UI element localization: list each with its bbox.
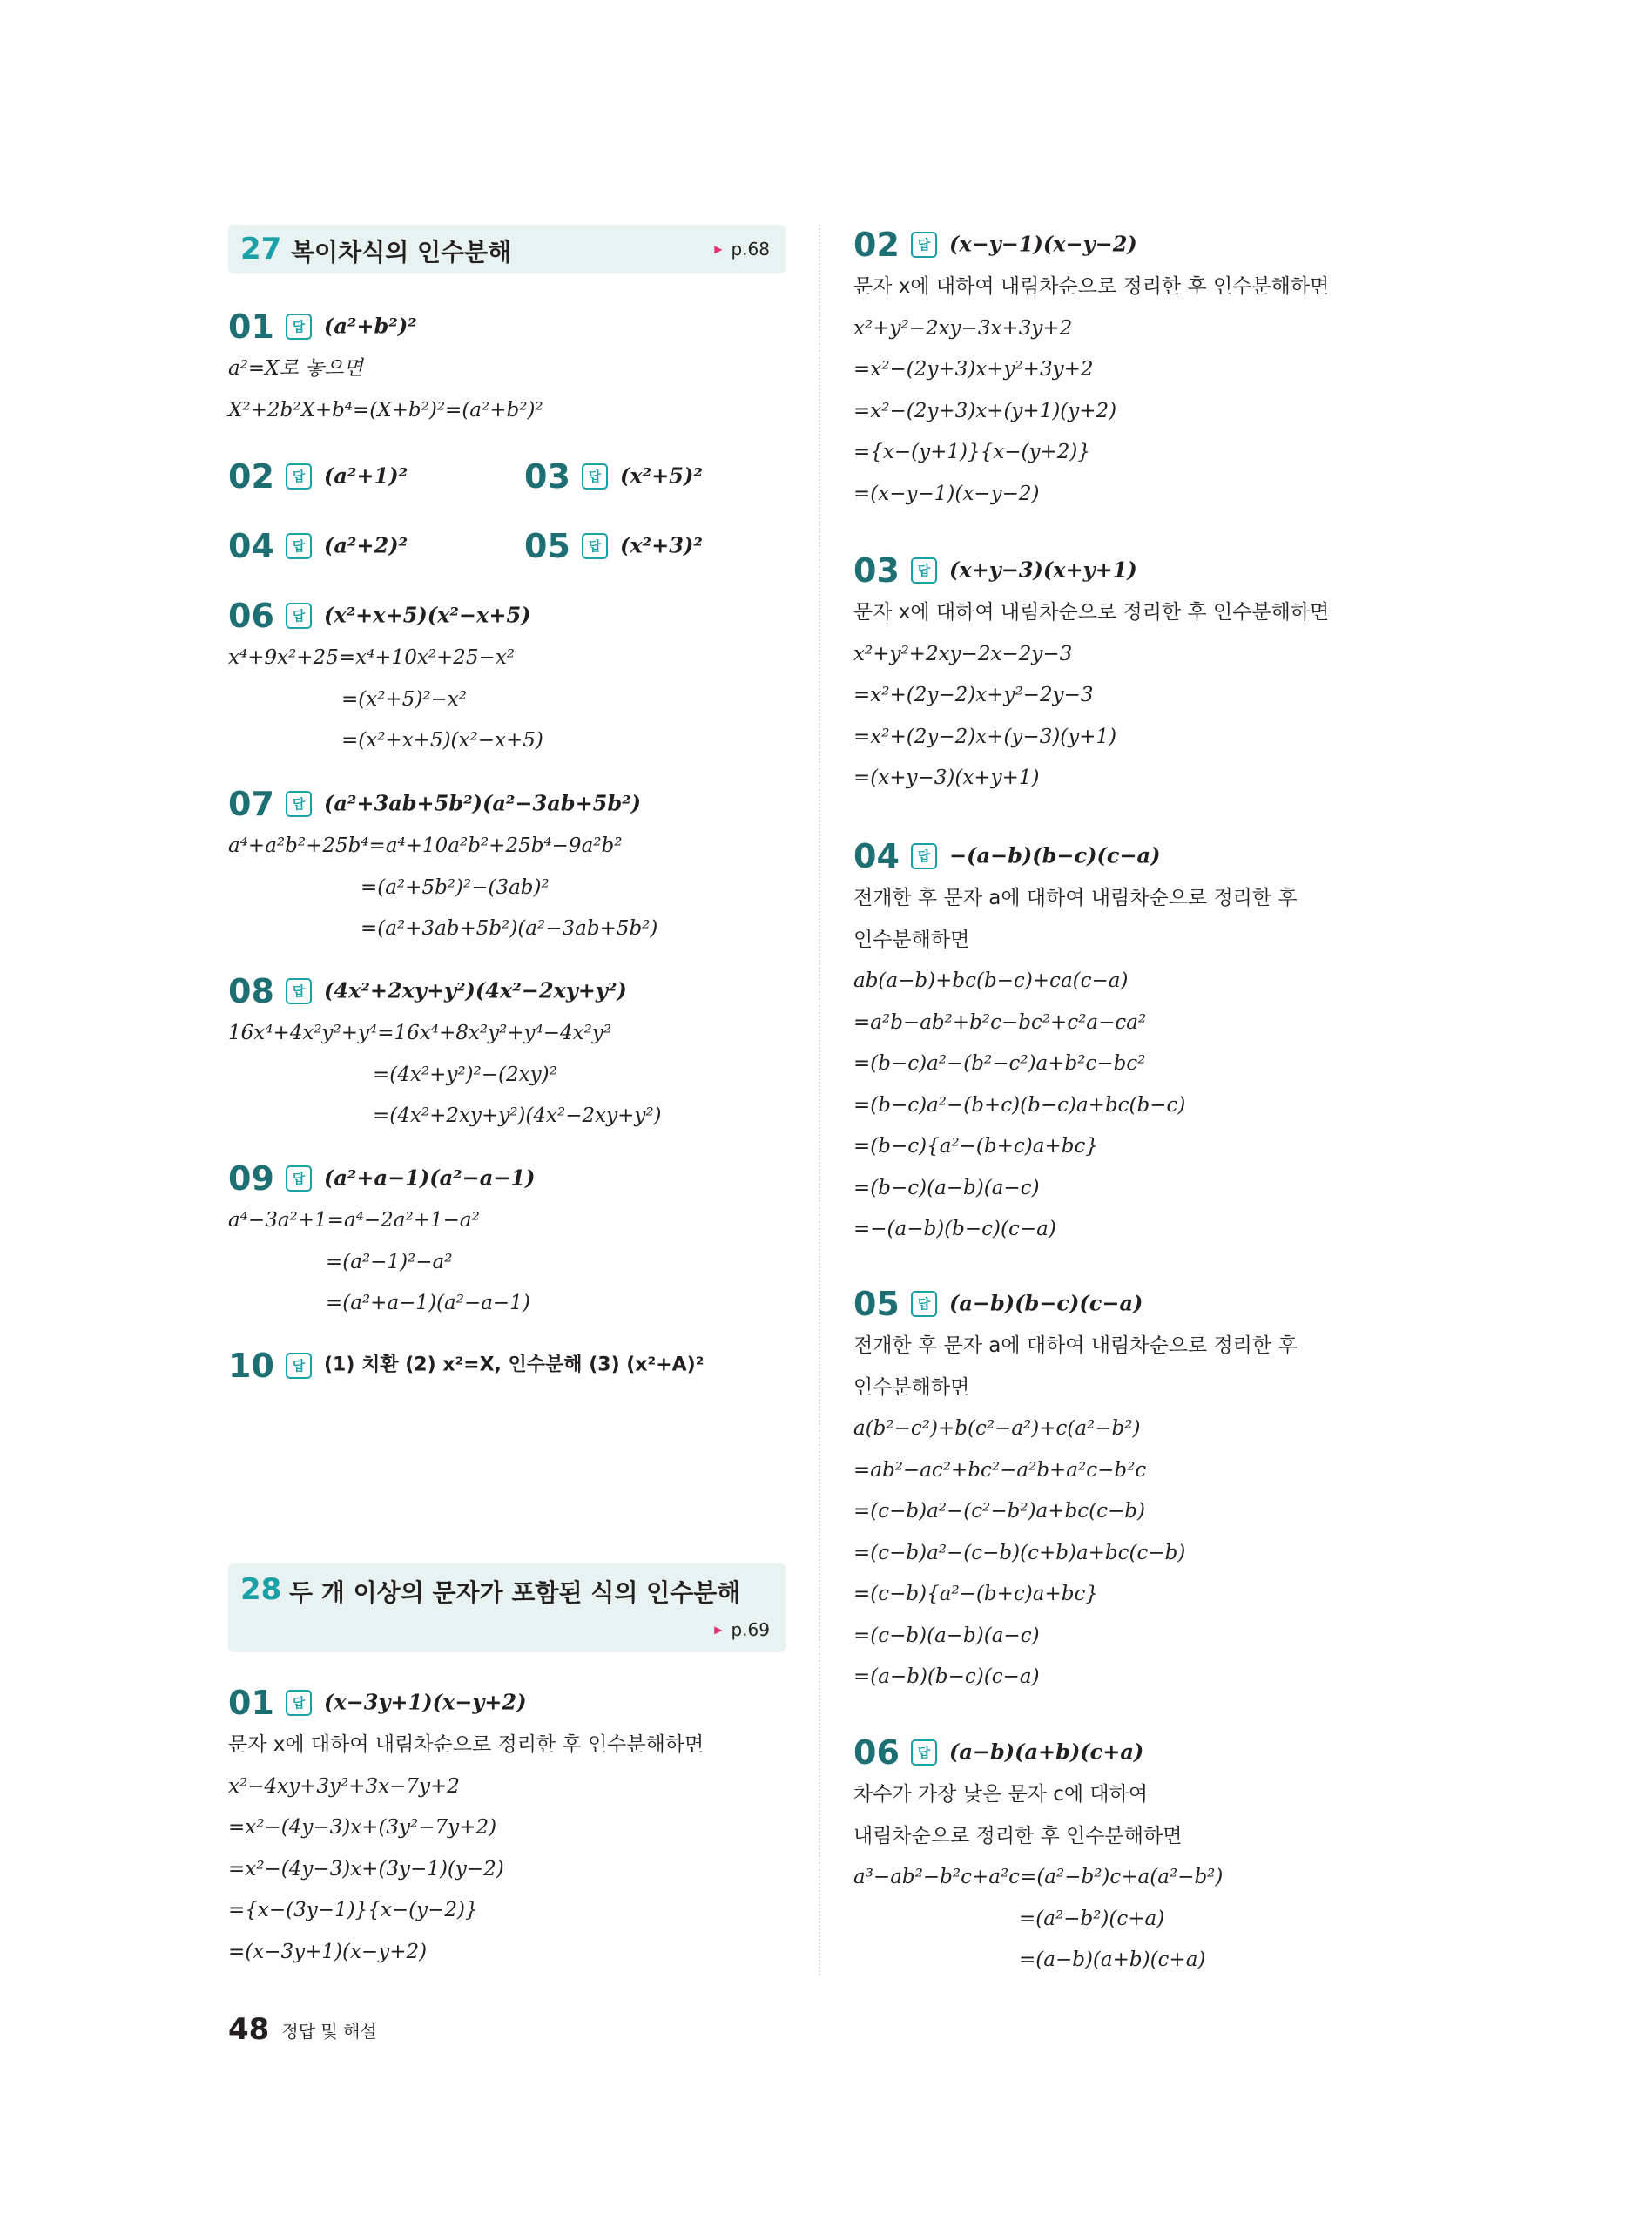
answer: (x−y−1)(x−y−2): [949, 231, 1137, 257]
answer: (x²+x+5)(x²−x+5): [324, 602, 531, 628]
solution-line: 인수분해하면: [853, 928, 970, 951]
solution-line: =(4x²+y²)²−(2xy)²: [373, 1063, 557, 1086]
solution-line: =(a²+a−1)(a²−a−1): [326, 1292, 530, 1314]
solution-line: =ab²−ac²+bc²−a²b+a²c−b²c: [853, 1458, 1147, 1482]
column-divider: [819, 225, 820, 1975]
problem-08: [228, 968, 662, 1138]
problem-02: [228, 453, 408, 498]
solution-line: =x²−(4y−3)x+(3y²−7y+2): [228, 1816, 497, 1839]
solution-line: x²+y²−2xy−3x+3y+2: [853, 316, 1073, 340]
problem-04: [228, 523, 408, 568]
solution-line: =(a²+3ab+5b²)(a²−3ab+5b²): [361, 917, 658, 940]
answer-badge: 답: [286, 603, 312, 629]
solution-line: a³−ab²−b²c+a²c=(a²−b²)c+a(a²−b²): [853, 1866, 1224, 1888]
answer-badge: 답: [286, 533, 312, 559]
answer-badge: 답: [582, 533, 608, 559]
answer: (a²+3ab+5b²)(a²−3ab+5b²): [324, 790, 642, 816]
problem-01: [228, 303, 543, 431]
solution-line: =(a²−b²)(c+a): [1019, 1907, 1165, 1930]
solution-line: =(c−b)(a−b)(a−c): [853, 1624, 1040, 1647]
problem-28-05: [853, 1280, 1298, 1698]
solution-line: 문자 x에 대하여 내림차순으로 정리한 후 인수분해하면: [853, 275, 1330, 298]
solution-line: =(a−b)(a+b)(c+a): [1019, 1948, 1206, 1971]
answer-badge: 답: [911, 557, 937, 584]
problem-number: 05: [524, 526, 570, 565]
solution-line: =(b−c)(a−b)(a−c): [853, 1176, 1040, 1199]
problem-28-04: [853, 833, 1298, 1251]
answer: (a²+b²)²: [324, 313, 417, 339]
answer: (x²+5)²: [620, 463, 703, 489]
answer-badge: 답: [911, 1291, 937, 1317]
solution-line: 인수분해하면: [853, 1375, 970, 1399]
problem-28-03: [853, 547, 1329, 800]
answer: (x−3y+1)(x−y+2): [324, 1689, 527, 1715]
solution-line: =x²−(4y−3)x+(3y−1)(y−2): [228, 1857, 504, 1881]
answer: (a−b)(b−c)(c−a): [949, 1290, 1143, 1316]
solution-line: =(c−b)a²−(c²−b²)a+bc(c−b): [853, 1500, 1145, 1523]
solution-line: =x²−(2y+3)x+(y+1)(y+2): [853, 399, 1117, 422]
problem-number: 03: [524, 456, 570, 496]
solution-line: 차수가 가장 낮은 문자 c에 대하여: [853, 1783, 1149, 1806]
solution-line: =(a−b)(b−c)(c−a): [853, 1665, 1040, 1688]
problem-number: 09: [228, 1158, 274, 1198]
solution-line: 전개한 후 문자 a에 대하여 내림차순으로 정리한 후: [853, 887, 1298, 909]
answer: (a²+2)²: [324, 532, 408, 558]
solution-line: =(c−b)a²−(c−b)(c+b)a+bc(c−b): [853, 1541, 1186, 1564]
solution-line: =(b−c)a²−(b²−c²)a+b²c−bc²: [853, 1052, 1146, 1075]
solution-line: a(b²−c²)+b(c²−a²)+c(a²−b²): [853, 1417, 1141, 1440]
answer-badge: 답: [286, 463, 312, 490]
problem-number: 08: [228, 971, 274, 1010]
solution-line: =(b−c){a²−(b+c)a+bc}: [853, 1135, 1098, 1158]
problem-number: 04: [228, 526, 274, 565]
solution-line: =(x−3y+1)(x−y+2): [228, 1940, 428, 1963]
solution-line: x²+y²+2xy−2x−2y−3: [853, 642, 1073, 665]
solution-line: =(b−c)a²−(b+c)(b−c)a+bc(b−c): [853, 1093, 1186, 1117]
problem-number: 10: [228, 1346, 274, 1385]
problem-03: [524, 453, 703, 498]
solution-line: ={x−(3y−1)}{x−(y−2)}: [228, 1899, 478, 1921]
section-number: 28: [240, 1572, 282, 1607]
problem-28-06: [853, 1729, 1223, 1982]
page-footer: [228, 2012, 377, 2047]
answer-badge: 답: [911, 843, 937, 869]
answer-badge: 답: [286, 791, 312, 817]
solution-line: X²+2b²X+b⁴=(X+b²)²=(a²+b²)²: [228, 398, 543, 422]
page-reference: ▶ p.68: [714, 239, 770, 260]
answer: −(a−b)(b−c)(c−a): [949, 842, 1161, 868]
problem-07: [228, 780, 657, 950]
problem-number: 02: [853, 225, 900, 264]
answer-badge: 답: [911, 232, 937, 258]
solution-line: ={x−(y+1)}{x−(y+2)}: [853, 441, 1090, 463]
problem-10: [228, 1342, 704, 1388]
page-number: 48: [228, 2012, 270, 2047]
answer-badge: 답: [286, 978, 312, 1004]
problem-number: 05: [853, 1284, 900, 1323]
answer: (4x²+2xy+y²)(4x²−2xy+y²): [324, 977, 627, 1003]
problem-number: 01: [228, 307, 274, 346]
section-number: 27: [240, 232, 282, 267]
answer: (a²+a−1)(a²−a−1): [324, 1165, 536, 1191]
answer-badge: 답: [286, 314, 312, 340]
solution-line: =(x−y−1)(x−y−2): [853, 482, 1040, 505]
solution-line: =(x²+5)²−x²: [341, 687, 467, 711]
problem-06: [228, 592, 543, 762]
problem-28-01: [228, 1679, 704, 1973]
problem-number: 06: [228, 596, 274, 635]
answer-badge: 답: [911, 1739, 937, 1766]
answer: (a−b)(a+b)(c+a): [949, 1739, 1144, 1765]
solution-line: =(c−b){a²−(b+c)a+bc}: [853, 1583, 1098, 1605]
page-reference: ▶ p.69: [714, 1619, 770, 1640]
solution-line: 전개한 후 문자 a에 대하여 내림차순으로 정리한 후: [853, 1334, 1298, 1357]
section-title: 복이차식의 인수분해: [291, 238, 512, 267]
problem-05: [524, 523, 703, 568]
answer-badge: 답: [286, 1353, 312, 1379]
problem-28-02: [853, 221, 1329, 515]
solution-line: 16x⁴+4x²y²+y⁴=16x⁴+8x²y²+y⁴−4x²y²: [228, 1022, 612, 1044]
answer: (1) 치환 (2) x²=X, 인수분해 (3) (x²+A)²: [324, 1354, 705, 1376]
problem-number: 03: [853, 550, 900, 590]
problem-number: 02: [228, 456, 274, 496]
answer-badge: 답: [286, 1165, 312, 1192]
problem-number: 01: [228, 1683, 274, 1722]
solution-line: =a²b−ab²+b²c−bc²+c²a−ca²: [853, 1010, 1147, 1034]
answer-badge: 답: [286, 1690, 312, 1716]
solution-line: ab(a−b)+bc(b−c)+ca(c−a): [853, 969, 1129, 992]
solution-line: =(a²+5b²)²−(3ab)²: [361, 875, 550, 899]
answer: (x²+3)²: [620, 532, 703, 558]
solution-line: =(4x²+2xy+y²)(4x²−2xy+y²): [373, 1104, 662, 1127]
solution-line: 문자 x에 대하여 내림차순으로 정리한 후 인수분해하면: [228, 1733, 705, 1756]
solution-line: =x²+(2y−2)x+y²−2y−3: [853, 684, 1094, 706]
answer: (a²+1)²: [324, 463, 408, 489]
solution-line: =x²+(2y−2)x+(y−3)(y+1): [853, 725, 1117, 748]
solution-line: x²−4xy+3y²+3x−7y+2: [228, 1774, 460, 1798]
answer: (x+y−3)(x+y+1): [949, 557, 1137, 583]
section-title: 두 개 이상의 문자가 포함된 식의 인수분해: [289, 1578, 741, 1607]
solution-line: 내림차순으로 정리한 후 인수분해하면: [853, 1824, 1183, 1847]
solution-line: a²=X로 놓으면: [228, 357, 363, 380]
problem-number: 07: [228, 784, 274, 823]
problem-number: 06: [853, 1732, 900, 1772]
solution-line: =(x²+x+5)(x²−x+5): [341, 729, 543, 752]
solution-line: =(a²−1)²−a²: [326, 1250, 453, 1273]
solution-line: 문자 x에 대하여 내림차순으로 정리한 후 인수분해하면: [853, 601, 1330, 624]
solution-line: =−(a−b)(b−c)(c−a): [853, 1218, 1056, 1240]
section-27-header: [228, 225, 786, 273]
solution-line: a⁴−3a²+1=a⁴−2a²+1−a²: [228, 1209, 480, 1232]
solution-line: =(x+y−3)(x+y+1): [853, 766, 1040, 789]
section-28-header: [228, 1563, 786, 1652]
answer-badge: 답: [582, 463, 608, 490]
solution-line: a⁴+a²b²+25b⁴=a⁴+10a²b²+25b⁴−9a²b²: [228, 834, 623, 857]
solution-line: x⁴+9x²+25=x⁴+10x²+25−x²: [228, 646, 516, 669]
solution-line: =x²−(2y+3)x+y²+3y+2: [853, 358, 1094, 381]
problem-number: 04: [853, 836, 900, 875]
problem-09: [228, 1155, 535, 1325]
footer-label: 정답 및 해설: [281, 2020, 377, 2042]
